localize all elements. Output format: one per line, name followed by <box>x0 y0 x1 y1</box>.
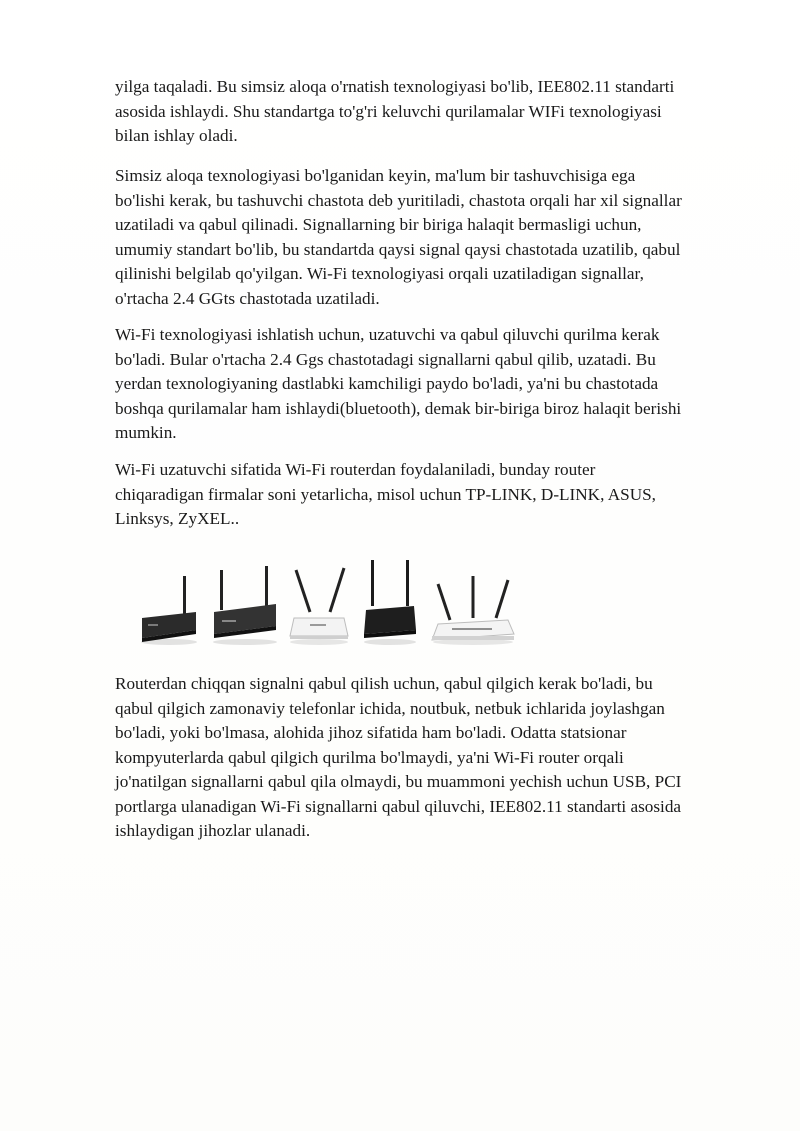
router-black-2-antenna-icon <box>362 556 418 646</box>
text-line: chiqaradigan firmalar soni yetarlicha, misol uchun TP-LINK, D-LINK, ASUS, <box>115 484 656 504</box>
text-line: yilga taqaladi. Bu simsiz aloqa o'rnatish texnologiyasi bo'lib, IEE802.11 standarti <box>115 77 675 96</box>
text-line: yerdan texnologiyaning dastlabki kamchiligi paydo bo'ladi, ya'ni bu chastotada <box>115 374 659 393</box>
text-line: Linksys, ZyXEL.. <box>115 509 240 528</box>
text-line: portlarga ulanadigan Wi-Fi signallarni qabul qiluvchi, IEE802.11 standarti asosida <box>115 796 682 816</box>
paragraph-5 <box>115 672 735 844</box>
paragraph-2 <box>115 164 735 311</box>
router-black-2-antenna-icon <box>138 566 200 646</box>
text-line: bo'lishi kerak, bu tashuvchi chastota deb yuritiladi, chastota orqali har xil signallar <box>115 190 682 210</box>
text-line: Simsiz aloqa texnologiyasi bo'lganidan keyin, ma'lum bir tashuvchisiga ega <box>115 166 636 185</box>
text-line: Wi-Fi texnologiyasi ishlatish uchun, uzatuvchi va qabul qiluvchi qurilma kerak <box>115 325 660 344</box>
paragraph-4 <box>115 458 735 532</box>
paragraph-3 <box>115 323 735 446</box>
text-line: Wi-Fi uzatuvchi sifatida Wi-Fi routerdan foydalaniladi, bunday router <box>115 460 596 479</box>
router-image <box>138 556 518 646</box>
router-white-3-antenna-icon <box>430 562 516 646</box>
text-line: bo'ladi, yoki bo'lmasa, alohida jihoz sifatida ham bo'ladi. Odatta statsionar <box>115 723 627 742</box>
paragraph-1 <box>115 75 735 149</box>
text-line: boshqa qurilamalar ham ishlaydi(bluetooth), demak bir-biriga biroz halaqit berishi <box>115 398 682 418</box>
text-line: Routerdan chiqqan signalni qabul qilish uchun, qabul qilgich kerak bo'ladi, bu <box>115 674 653 693</box>
text-line: asosida ishlaydi. Shu standartga to'g'ri keluvchi qurilamalar WIFi texnologiyasi <box>115 101 662 121</box>
text-line: qilinishi belgilab qo'yilgan. Wi-Fi texnologiyasi orqali uzatiladigan signallar, <box>115 264 644 283</box>
text-line: mumkin. <box>115 423 177 442</box>
text-line: uzatiladi va qabul qilinadi. Signallarning bir biriga halaqit bermasligi uchun, <box>115 215 642 234</box>
text-line: bo'ladi. Bular o'rtacha 2.4 Ggs chastotadagi signallarni qabul qilib, uzatadi. Bu <box>115 349 656 369</box>
text-line: kompyuterlarda qabul qilgich qurilma bo'lmaydi, ya'ni Wi-Fi router orqali <box>115 747 624 767</box>
text-line: ishlaydigan jihozlar ulanadi. <box>115 821 311 840</box>
text-line: bilan ishlay oladi. <box>115 126 238 145</box>
text-line: o'rtacha 2.4 GGts chastotada uzatiladi. <box>115 288 380 308</box>
text-line: jo'natilgan signallarni qabul qila olmaydi, bu muammoni yechish uchun USB, PCI <box>115 772 682 791</box>
router-black-2-antenna-icon <box>210 560 280 646</box>
router-white-2-antenna-icon <box>288 560 350 646</box>
text-line: umumiy standart bo'lib, bu standartda qaysi signal qaysi chastotada uzatilib, qabul <box>115 239 681 259</box>
text-line: qabul qilgich zamonaviy telefonlar ichida, noutbuk, netbuk ichlarida joylashgan <box>115 698 665 718</box>
